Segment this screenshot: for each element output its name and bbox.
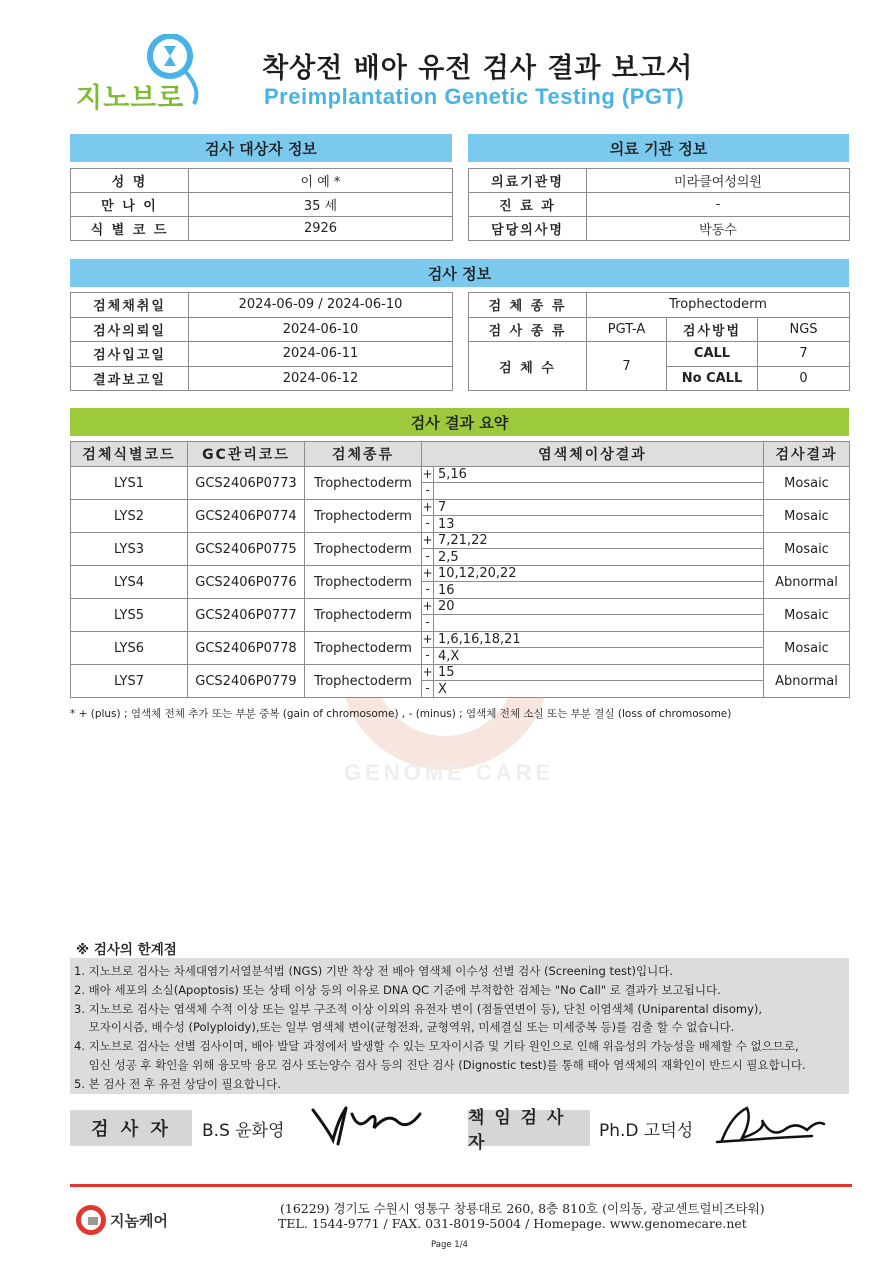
table-row [71,500,850,533]
loss-line [422,549,763,565]
gain-chromosomes: 7 [438,500,447,515]
specimen-id-cell: LYS1 [71,467,188,500]
company-address: (16229) 경기도 수원시 영통구 창룡대로 260, 8층 810호 (이의동, 광교센트럴비즈타워) [280,1201,765,1216]
subject-section-title: 검사 대상자 정보 [70,134,452,162]
test-type-value: PGT-A [587,317,667,342]
tester-label: 검 사 자 [70,1110,192,1146]
subject-table [70,168,453,241]
genomecare-logo [76,1205,168,1235]
gain-line [422,599,763,615]
gc-code-cell: GCS2406P0777 [188,599,305,632]
table-row [71,665,850,698]
gain-sign: + [422,566,433,580]
gain-chromosomes: 1,6,16,18,21 [438,632,521,647]
test-detail-table [468,292,850,391]
summary-section-title: 검사 결과 요약 [70,408,849,436]
director-label: 책 임 검 사 자 [468,1110,590,1146]
gain-sign: + [422,467,433,481]
request-date-label: 검사의뢰일 [71,317,189,342]
name-value: 이 예 * [189,169,453,193]
limitation-line: 4. 지노브로 검사는 선별 검사이며, 배아 발달 과정에서 발생할 수 있는 모자이시즘 및 기타 원인으로 인해 위음성의 가능성을 배제할 수 없으므로, [74,1039,799,1054]
institution-section-title: 의료 기관 정보 [468,134,849,162]
loss-chromosomes: X [438,681,447,697]
test-result-cell: Mosaic [764,632,850,665]
gain-chromosomes: 7,21,22 [438,533,488,548]
company-contact: TEL. 1544-9771 / FAX. 031-8019-5004 / Homepage. www.genomecare.net [278,1216,747,1231]
limitation-line: 모자이시즘, 배수성 (Polyploidy),또는 일부 염색체 변이(균형전좌, 균형역위, 미세결실 또는 미세중복 등)를 검출 할 수 없습니다. [74,1020,735,1035]
loss-line [422,483,763,499]
loss-chromosomes: 4,X [438,648,460,664]
company-name: 지놈케어 [110,1211,168,1230]
specimen-id-cell: LYS6 [71,632,188,665]
limitation-line: 3. 지노브로 검사는 염색체 수적 이상 또는 일부 구조적 이상 이외의 유전자 변이 (점돌연변이 등), 단친 이염색체 (Uniparental disomy), [74,1001,763,1016]
loss-chromosomes: 13 [438,516,455,532]
department-value: - [587,193,850,217]
specimen-type-label: 검 체 종 류 [469,293,587,318]
call-value: 7 [758,342,850,367]
loss-chromosomes: 2,5 [438,549,459,565]
gain-sign: + [422,599,433,613]
test-result-cell: Abnormal [764,665,850,698]
test-result-cell: Mosaic [764,599,850,632]
doctor-label: 담당의사명 [469,217,587,241]
request-date-value: 2024-06-10 [189,317,453,342]
id-code-value: 2926 [189,217,453,241]
specimen-count-label: 검 체 수 [469,342,587,391]
specimen-type-cell: Trophectoderm [305,665,422,698]
nocall-label: No CALL [667,366,758,391]
specimen-id-cell: LYS3 [71,533,188,566]
jinobro-logo [72,34,217,112]
specimen-type-cell: Trophectoderm [305,632,422,665]
test-method-label: 검사방법 [667,317,758,342]
limitation-line: 1. 지노브로 검사는 차세대염기서열분석법 (NGS) 기반 착상 전 배아 염색체 이수성 선별 검사 (Screening test)입니다. [74,964,673,978]
table-row [71,599,850,632]
chromosome-result-cell [422,599,764,632]
loss-sign: - [422,549,434,565]
table-row [71,566,850,599]
institution-table [468,168,850,241]
gain-line [422,566,763,582]
receipt-date-value: 2024-06-11 [189,342,453,367]
footer-divider [70,1184,852,1187]
department-label: 진 료 과 [469,193,587,217]
loss-chromosomes: 16 [438,582,455,598]
col-header-chromosome-result: 염색체이상결과 [422,442,764,467]
loss-sign: - [422,582,434,598]
genomecare-logo-icon [76,1205,106,1235]
name-label: 성 명 [71,169,189,193]
specimen-id-cell: LYS5 [71,599,188,632]
loss-sign: - [422,648,434,664]
gc-code-cell: GCS2406P0779 [188,665,305,698]
specimen-type-cell: Trophectoderm [305,533,422,566]
doctor-value: 박동수 [587,217,850,241]
gain-sign: + [422,533,433,547]
table-row [71,632,850,665]
collection-date-label: 검체채취일 [71,293,189,318]
gc-code-cell: GCS2406P0774 [188,500,305,533]
test-method-value: NGS [758,317,850,342]
loss-line [422,615,763,631]
col-header-specimen-type: 검체종류 [305,442,422,467]
chromosome-result-cell [422,467,764,500]
loss-line [422,516,763,532]
chromosome-result-cell [422,665,764,698]
col-header-test-result: 검사결과 [764,442,850,467]
director-name: Ph.D 고덕성 [599,1121,694,1141]
limitation-line: 2. 배아 세포의 소실(Apoptosis) 또는 상태 이상 등의 이유로 DNA QC 기준에 부적합한 검체는 "No Call" 로 결과가 보고됩니다. [74,982,721,997]
tester-signature-icon [308,1100,428,1150]
chromosome-result-cell [422,566,764,599]
gain-sign: + [422,632,433,646]
summary-table [70,441,850,698]
table-row [71,467,850,500]
logo-text: 지노브로 [76,83,185,114]
gain-chromosomes: 15 [438,665,455,680]
chromosome-result-cell [422,533,764,566]
test-result-cell: Mosaic [764,467,850,500]
summary-footnote: * + (plus) ; 염색체 전체 추가 또는 부분 중복 (gain of chromosome) , - (minus) ; 염색체 전체 소실 또는 부분 결실 (loss of chromosome) [70,708,732,720]
gain-chromosomes: 10,12,20,22 [438,566,517,581]
gain-line [422,467,763,483]
loss-line [422,681,763,697]
nocall-value: 0 [758,366,850,391]
gain-chromosomes: 20 [438,599,455,614]
gain-sign: + [422,500,433,514]
report-date-value: 2024-06-12 [189,366,453,391]
tester-name: B.S 윤화영 [202,1121,285,1141]
col-header-gc-code: GC관리코드 [188,442,305,467]
report-date-label: 결과보고일 [71,366,189,391]
limitations-box [70,958,849,1094]
col-header-specimen-id: 검체식별코드 [71,442,188,467]
gain-line [422,500,763,516]
gc-code-cell: GCS2406P0778 [188,632,305,665]
test-info-section-title: 검사 정보 [70,259,849,287]
receipt-date-label: 검사입고일 [71,342,189,367]
test-result-cell: Mosaic [764,533,850,566]
gain-sign: + [422,665,433,679]
age-label: 만 나 이 [71,193,189,217]
specimen-type-cell: Trophectoderm [305,566,422,599]
specimen-id-cell: LYS2 [71,500,188,533]
chromosome-result-cell [422,632,764,665]
limitation-line: 임신 성공 후 확인을 위해 융모막 융모 검사 또는양수 검사 등의 진단 검사 (Dignostic test)를 통해 태아 염색체의 재확인이 반드시 필요합니다. [74,1057,806,1072]
report-title-english: Preimplantation Genetic Testing (PGT) [264,84,685,109]
chromosome-result-cell [422,500,764,533]
age-value: 35 세 [189,193,453,217]
loss-sign: - [422,681,434,697]
gc-code-cell: GCS2406P0773 [188,467,305,500]
test-type-label: 검 사 종 류 [469,317,587,342]
loss-line [422,648,763,664]
gc-code-cell: GCS2406P0776 [188,566,305,599]
specimen-type-value: Trophectoderm [587,293,850,318]
collection-date-value: 2024-06-09 / 2024-06-10 [189,293,453,318]
report-title-korean: 착상전 배아 유전 검사 결과 보고서 [262,53,694,84]
page-number: Page 1/4 [431,1240,468,1250]
gain-line [422,665,763,681]
specimen-type-cell: Trophectoderm [305,467,422,500]
gain-line [422,632,763,648]
test-dates-table [70,292,453,391]
specimen-type-cell: Trophectoderm [305,500,422,533]
loss-line [422,582,763,598]
loss-sign: - [422,615,434,631]
loss-sign: - [422,516,434,532]
institution-name-value: 미라클여성의원 [587,169,850,193]
specimen-id-cell: LYS7 [71,665,188,698]
specimen-type-cell: Trophectoderm [305,599,422,632]
table-row [71,533,850,566]
specimen-count-value: 7 [587,342,667,391]
test-result-cell: Abnormal [764,566,850,599]
director-signature-icon [712,1100,827,1150]
id-code-label: 식 별 코 드 [71,217,189,241]
limitation-line: 5. 본 검사 전 후 유전 상담이 필요합니다. [74,1076,281,1091]
watermark-text: GENOME CARE [344,760,555,785]
loss-sign: - [422,483,434,499]
limitations-title: ※ 검사의 한계점 [76,942,177,958]
call-label: CALL [667,342,758,367]
specimen-id-cell: LYS4 [71,566,188,599]
gain-line [422,533,763,549]
institution-name-label: 의료기관명 [469,169,587,193]
gc-code-cell: GCS2406P0775 [188,533,305,566]
test-result-cell: Mosaic [764,500,850,533]
gain-chromosomes: 5,16 [438,467,467,482]
